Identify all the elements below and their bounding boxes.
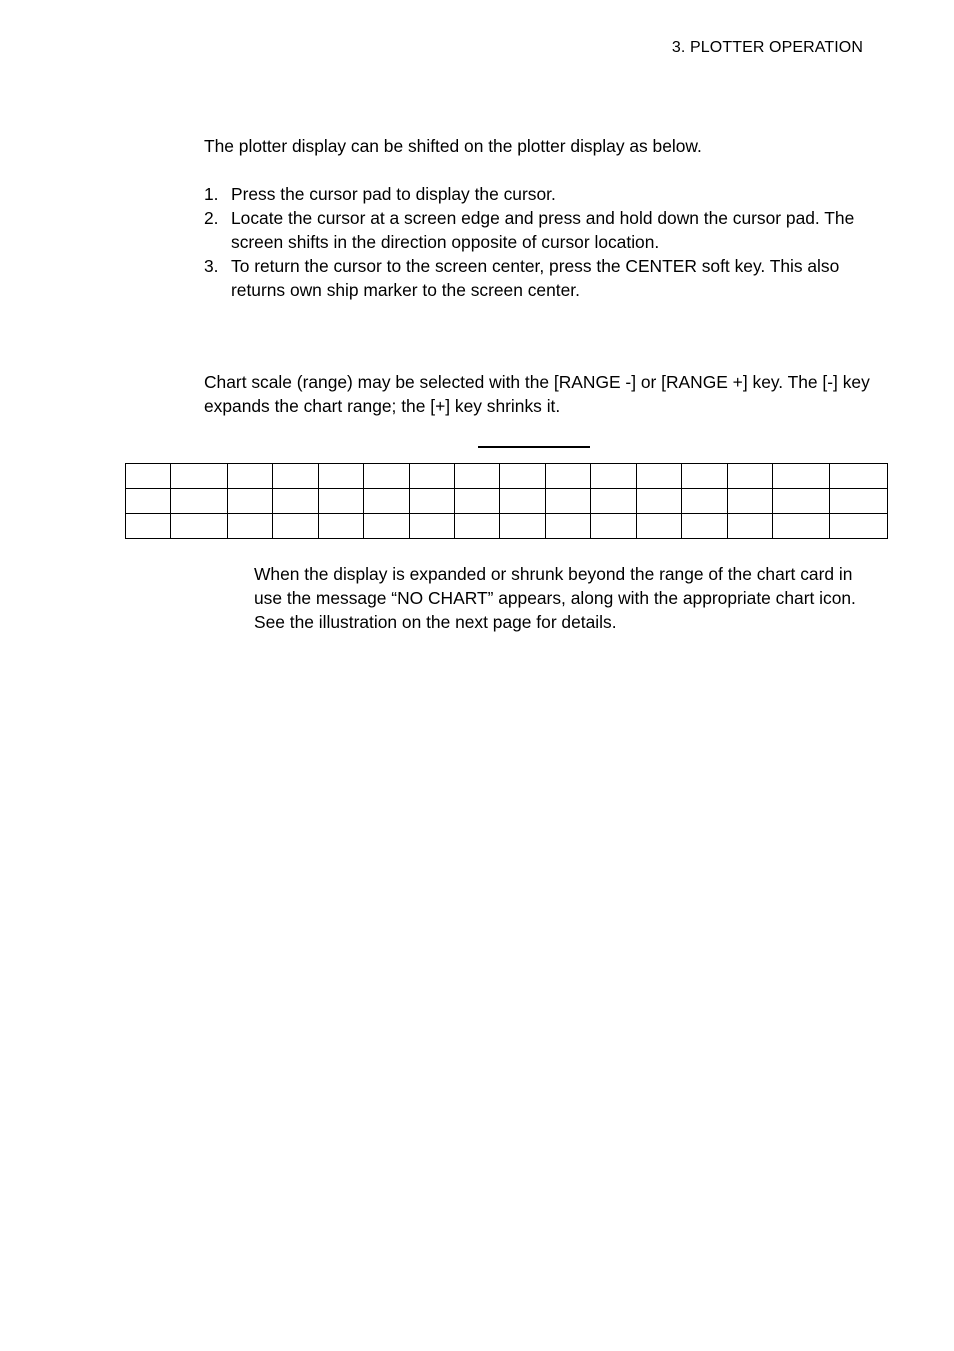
step-text: To return the cursor to the screen center, press the CENTER soft key. This also returns own ship marker to the screen center. [231,256,840,300]
table-cell [273,464,319,489]
table-cell [591,464,637,489]
table-cell [500,464,546,489]
table-cell [228,514,273,539]
table-cell [830,489,888,514]
table-cell [500,514,546,539]
table-cell [637,464,682,489]
table-cell [126,514,171,539]
table-cell [830,514,888,539]
table-row [126,489,888,514]
chart-scale-paragraph: Chart scale (range) may be selected with the [RANGE -] or [RANGE +] key. The [-] key expands the chart range; the [+] key shrinks it. [204,372,870,416]
table-cell [126,489,171,514]
table-cell [455,489,500,514]
table-cell [728,464,773,489]
table-cell [591,514,637,539]
table-cell [591,489,637,514]
table-cell [773,514,830,539]
procedure-steps [204,182,884,302]
table-cell [455,514,500,539]
table-cell [773,464,830,489]
table-cell [364,464,410,489]
table-cell [455,464,500,489]
table-cell [637,489,682,514]
table-cell [228,464,273,489]
table-cell [171,464,228,489]
table-cell [319,489,364,514]
table-cell [228,489,273,514]
step-number: 3. [204,256,219,276]
step-number: 2. [204,208,219,228]
table-cell [546,489,591,514]
table-row [126,464,888,489]
step-item [204,182,884,206]
table-cell [773,489,830,514]
table-cell [830,464,888,489]
table-cell [682,489,728,514]
table-row [126,514,888,539]
table-cell [171,514,228,539]
table-cell [410,464,455,489]
table-cell [728,514,773,539]
intro-paragraph: The plotter display can be shifted on the plotter display as below. [204,136,702,156]
step-item [204,206,884,254]
step-text: Press the cursor pad to display the cursor. [231,184,556,204]
range-table [125,463,888,539]
table-cell [500,489,546,514]
step-number: 1. [204,184,219,204]
page-header: 3. PLOTTER OPERATION [671,39,863,56]
table-cell [126,464,171,489]
table-cell [546,514,591,539]
table-cell [410,489,455,514]
table-cell [637,514,682,539]
table-cell [364,514,410,539]
table-cell [728,489,773,514]
table-cell [273,489,319,514]
note-paragraph: When the display is expanded or shrunk beyond the range of the chart card in use the message “NO CHART” appears, along with the appropriate chart icon. See the illustration on the next page for details. [254,564,856,632]
table-cell [364,489,410,514]
table-cell [682,464,728,489]
step-text: Locate the cursor at a screen edge and press and hold down the cursor pad. The screen shifts in the direction opposite of cursor location. [231,208,855,252]
table-cell [171,489,228,514]
step-item [204,254,884,302]
table-heading-rule [478,446,590,448]
table-cell [273,514,319,539]
table-cell [682,514,728,539]
table-cell [410,514,455,539]
table-cell [319,514,364,539]
table-cell [546,464,591,489]
table-cell [319,464,364,489]
